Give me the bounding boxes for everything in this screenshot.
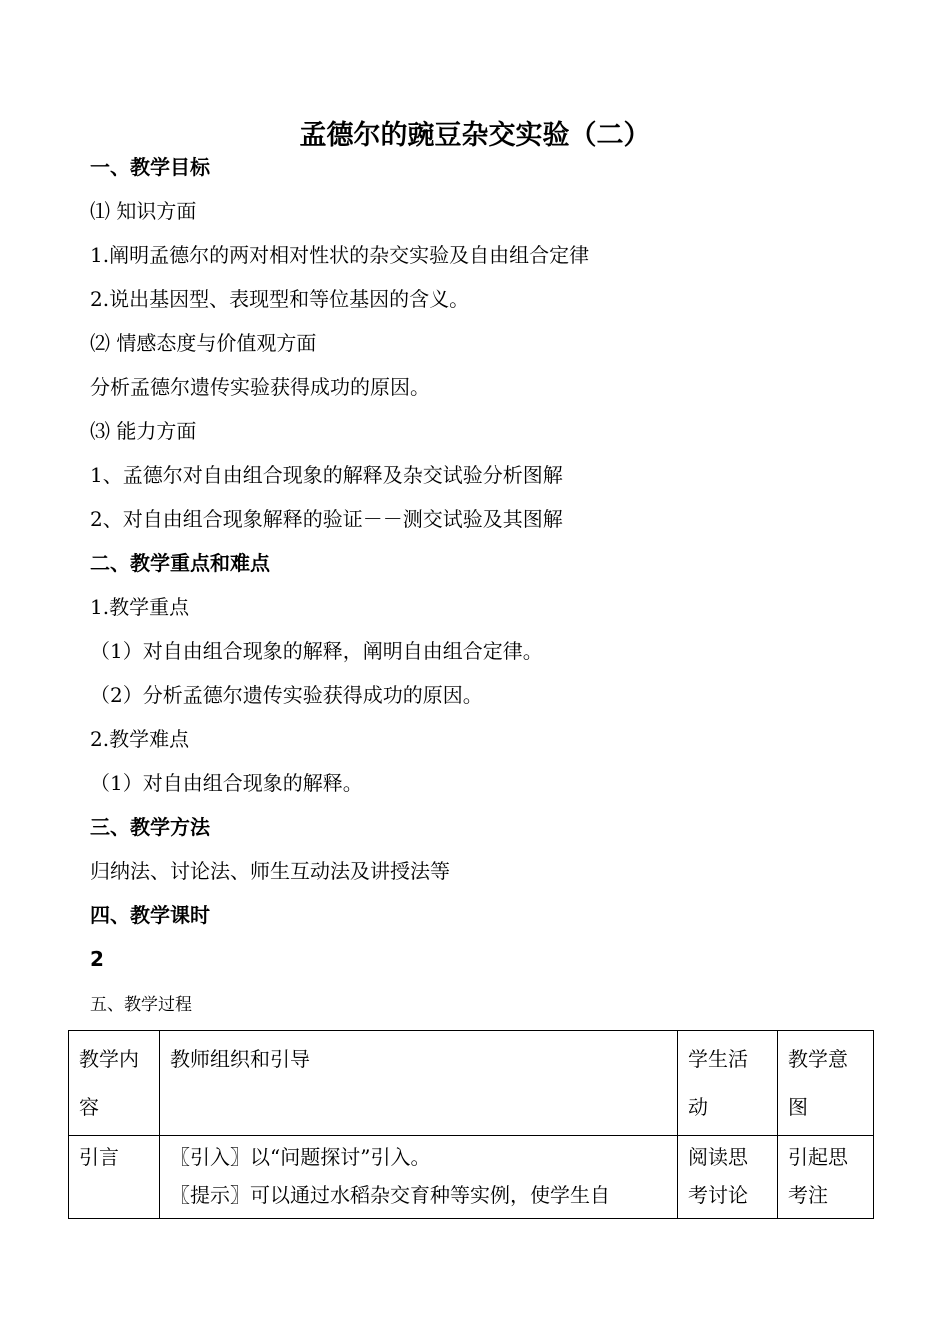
knowledge-item-2: 2.说出基因型、表现型和等位基因的含义。: [90, 287, 470, 311]
difficulty-heading: 2.教学难点: [90, 727, 190, 751]
document-title: 孟德尔的豌豆杂交实验（二）: [299, 120, 651, 151]
header-cell-content: [69, 1031, 160, 1136]
section-heading-hours: 四、教学课时: [90, 903, 210, 927]
section-heading-objectives: 一、教学目标: [90, 155, 210, 179]
table-header-row: [69, 1031, 874, 1136]
process-table: [68, 1030, 874, 1219]
header-content-line-2: 容: [79, 1095, 99, 1119]
difficulty-item-1: （1）对自由组合现象的解释。: [90, 771, 363, 795]
table-row: [69, 1136, 874, 1219]
ability-item-2: 2、对自由组合现象解释的验证－－测交试验及其图解: [90, 507, 563, 531]
subheading-knowledge: ⑴ 知识方面: [90, 199, 197, 223]
row-intent-line-1: 引起思: [788, 1145, 848, 1169]
row-content-cell: [69, 1136, 160, 1219]
row-intent-cell: [778, 1136, 874, 1219]
focus-heading: 1.教学重点: [90, 595, 190, 619]
hours-value: 2: [90, 947, 104, 971]
row-teacher-line-2: 〖提示〗可以通过水稻杂交育种等实例，使学生自: [170, 1183, 610, 1207]
attitude-item-1: 分析孟德尔遗传实验获得成功的原因。: [90, 375, 430, 399]
row-intent-line-2: 考注: [788, 1183, 828, 1207]
knowledge-item-1: 1.阐明孟德尔的两对相对性状的杂交实验及自由组合定律: [90, 243, 590, 267]
header-cell-teacher: [160, 1031, 678, 1136]
row-student-cell: [678, 1136, 778, 1219]
subheading-ability: ⑶ 能力方面: [90, 419, 197, 443]
focus-item-2: （2）分析孟德尔遗传实验获得成功的原因。: [90, 683, 483, 707]
header-content-line-1: 教学内: [79, 1047, 139, 1071]
section-heading-focus: 二、教学重点和难点: [90, 551, 270, 575]
section-heading-process: 五、教学过程: [90, 995, 192, 1015]
section-heading-methods: 三、教学方法: [90, 815, 210, 839]
header-intent-line-1: 教学意: [788, 1047, 848, 1071]
header-student-line-2: 动: [688, 1095, 708, 1119]
ability-item-1: 1、孟德尔对自由组合现象的解释及杂交试验分析图解: [90, 463, 563, 487]
subheading-attitude: ⑵ 情感态度与价值观方面: [90, 331, 317, 355]
header-intent-line-2: 图: [788, 1095, 808, 1119]
header-teacher-text: 教师组织和引导: [170, 1047, 310, 1071]
row-student-line-1: 阅读思: [688, 1145, 748, 1169]
row-teacher-cell: [160, 1136, 678, 1219]
row-content-text: 引言: [79, 1145, 119, 1169]
header-cell-intent: [778, 1031, 874, 1136]
header-cell-student: [678, 1031, 778, 1136]
header-student-line-1: 学生活: [688, 1047, 748, 1071]
row-teacher-line-1: 〖引入〗以“问题探讨”引入。: [170, 1145, 431, 1169]
methods-text: 归纳法、讨论法、师生互动法及讲授法等: [90, 859, 450, 883]
focus-item-1: （1）对自由组合现象的解释，阐明自由组合定律。: [90, 639, 543, 663]
row-student-line-2: 考讨论: [688, 1183, 748, 1207]
